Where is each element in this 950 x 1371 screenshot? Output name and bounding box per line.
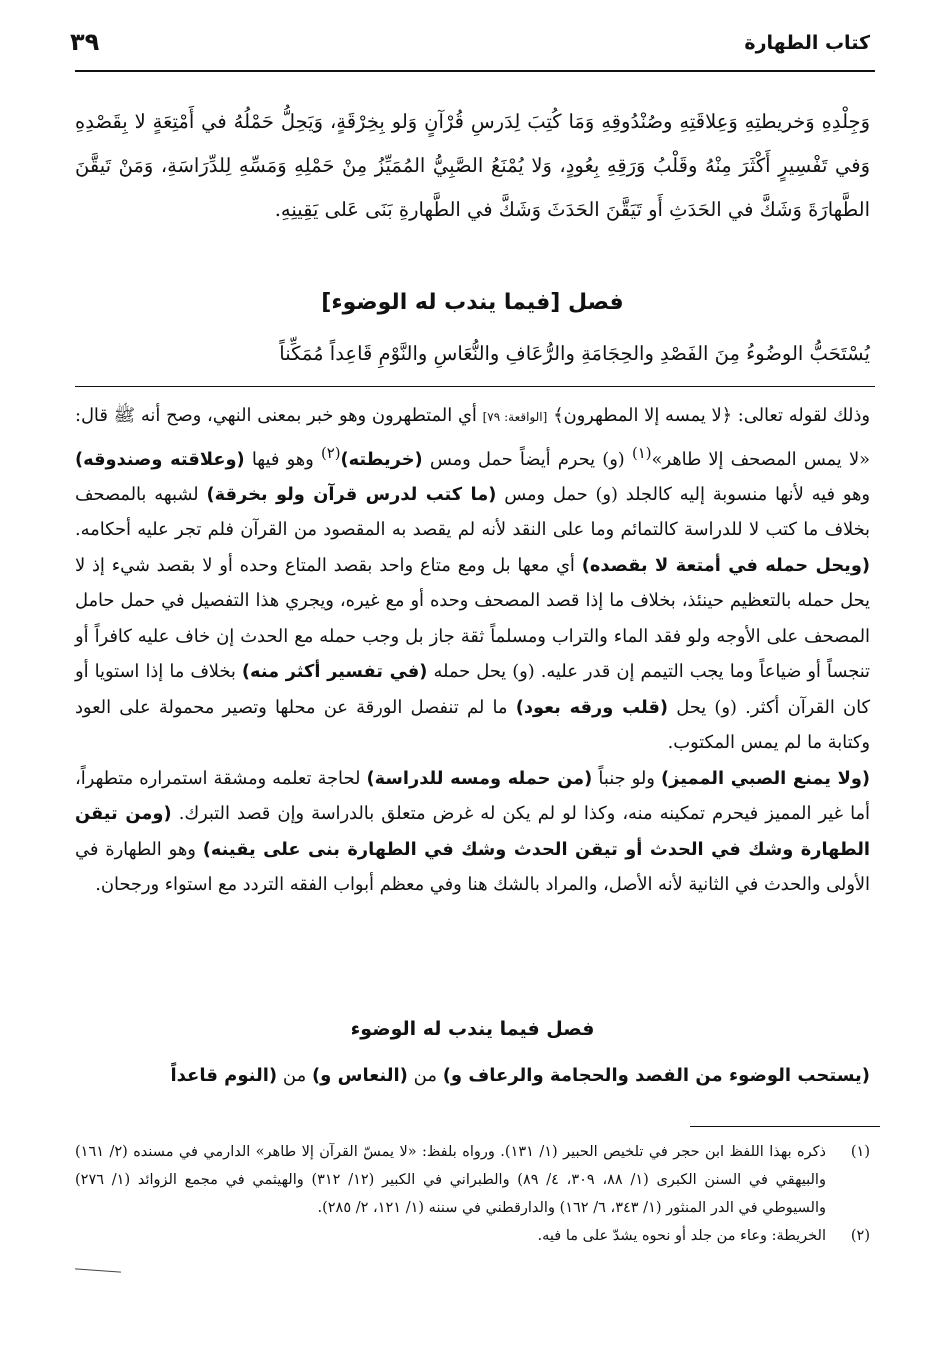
subsection-commentary: (يستحب الوضوء من الفصد والحجامة والرعاف و) من (النعاس و) من (النوم قاعداً — [170, 1065, 870, 1086]
commentary-paragraph-1: وذلك لقوله تعالى: ﴿لا يمسه إلا المطهرون﴾ [الواقعة: ٧٩] أي المتطهرون وهو خبر بمعنى النهي، وصح أنه ﷺ قال: «لا يمس المصحف إلا طاهر»$^{(١)}$ (و) يحرم أيضاً حمل ومس (خريطته)$^{(٢)}$ وهو فيها (وعلاقته وصندوقه) وهو فيه لأنها منسوبة إليه كالجلد (و) حمل ومس (ما كتب لدرس قرآن ولو بخرقة) لشبهه بالمصحف بخلاف ما كتب لا للدراسة كالتمائم وما على النقد لأنه لم يقصد به المقصود من القرآن فلم تجر عليه أحكامه. (ويحل حمله في أمتعة لا بقصده) أي معها بل ومع متاع واحد بقصد المتاع وحده أو لا بقصد شيء إذ لا يحل حمله بالتعظيم حينئذ، بخلاف ما إذا قصد المصحف وحده أو مع غيره، ويجري هذا التفصيل في حمل حامل المصحف على الأوجه ولو فقد الماء والتراب ومسلماً ثقة جاز بل وجب حمله مع الحدث إن خاف عليه كافراً أو تنجساً أو ضياعاً وما يجب التيمم إن قدر عليه. (و) يحل حمله (في تفسير أكثر منه) بخلاف ما إذا استويا أو كان القرآن أكثر. (و) يحل (قلب ورقه بعود) ما لم تنفصل الورقة عن محلها وتصير محمولة على العود وكتابة ما لم يمس المكتوب. — [75, 405, 871, 754]
matn-sharh-divider — [75, 386, 875, 387]
matn-text-block — [75, 100, 870, 232]
footnote-marker-1: (١) — [631, 444, 652, 462]
footnotes-block — [75, 1138, 870, 1250]
footnote-text: الخريطة: وعاء من جلد أو نحوه يشدّ على ما فيه. — [537, 1228, 826, 1244]
footnote-item — [75, 1222, 870, 1250]
subsection-heading: فصل فيما يندب له الوضوء — [350, 1018, 595, 1040]
section-matn: يُسْتَحَبُّ الوضُوءُ مِنَ الفَصْدِ والحِجَامَةِ والرُّعَافِ والنُّعَاسِ والنَّوْمِ قَاعِداً مُمَكِّناً — [279, 342, 870, 365]
running-title: كتاب الطهارة — [744, 32, 870, 54]
matn-paragraph: وَجِلْدِهِ وَخريطتِهِ وَعِلاقَتِهِ وصُنْدُوقِهِ وَمَا كُتِبَ لِدَرسِ قُرْآنٍ وَلو بِخِرْقَةٍ، وَيَحِلُّ حَمْلُهُ في أَمْتِعَةٍ لا بِقَصْدِهِ وَفي تَفْسِيرٍ أَكْثَرَ مِنْهُ وقَلْبُ وَرَقِهِ بِعُودٍ، وَلا يُمْنَعُ الصَّبِيُّ المُمَيِّزُ مِنْ حَمْلِهِ وَمَسِّهِ لِلدِّرَاسَةِ، وَمَنْ تَيقَّنَ الطَّهارَةَ وَشَكَّ في الحَدَثِ أَو تَيَقَّنَ الحَدَثَ وَشَكَّ في الطَّهارةِ بَنَى عَلى يَقِينِهِ. — [75, 110, 870, 221]
commentary-paragraph-2: (ولا يمنع الصبي المميز) ولو جنباً (من حمله ومسه للدراسة) لحاجة تعلمه ومشقة استمراره متطهراً، أما غير المميز فيحرم تمكينه منه، وكذا لو لم يكن له غرض متعلق بالدراسة وإن قصد التبرك. (ومن تيقن الطهارة وشك في الحدث أو تيقن الحدث وشك في الطهارة بنى على يقينه) وهو الطهارة في الأولى والحدث في الثانية لأنه الأصل، والمراد بالشك هنا وفي معظم أبواب الفقه التردد مع استواء ورجحان. — [75, 767, 871, 896]
footnote-divider — [690, 1126, 880, 1127]
footnote-marker-2: (٢) — [320, 444, 341, 462]
commentary-block — [75, 398, 870, 903]
footnote-text: ذكره بهذا اللفظ ابن حجر في تلخيص الحبير (١/ ١٣١). ورواه بلفظ: «لا يمسّ القرآن إلا طاهر» الدارمي في مسنده (٢/ ١٦١) والبيهقي في السنن الكبرى (١/ ٨٨، ٣٠٩، ٤/ ٨٩) والطبراني في الكبير (١٢/ ٣١٢) والهيثمي في مجمع الزوائد (١/ ٢٧٦) والسيوطي في الدر المنثور (١/ ٣٤٣، ٦/ ١٦٢) والدارقطني في سننه (١/ ١٢١، ٢/ ٢٨٥). — [75, 1144, 826, 1216]
page-header — [70, 28, 870, 68]
page-number: ٣٩ — [70, 28, 100, 56]
header-divider — [75, 70, 875, 72]
stray-pen-mark — [75, 1268, 121, 1272]
quran-reference: [الواقعة: ٧٩] — [482, 410, 548, 424]
footnote-item — [75, 1138, 870, 1222]
footnote-number: (٢) — [850, 1228, 870, 1244]
footnote-number: (١) — [850, 1144, 870, 1160]
section-title: فصل [فيما يندب له الوضوء] — [321, 290, 624, 315]
